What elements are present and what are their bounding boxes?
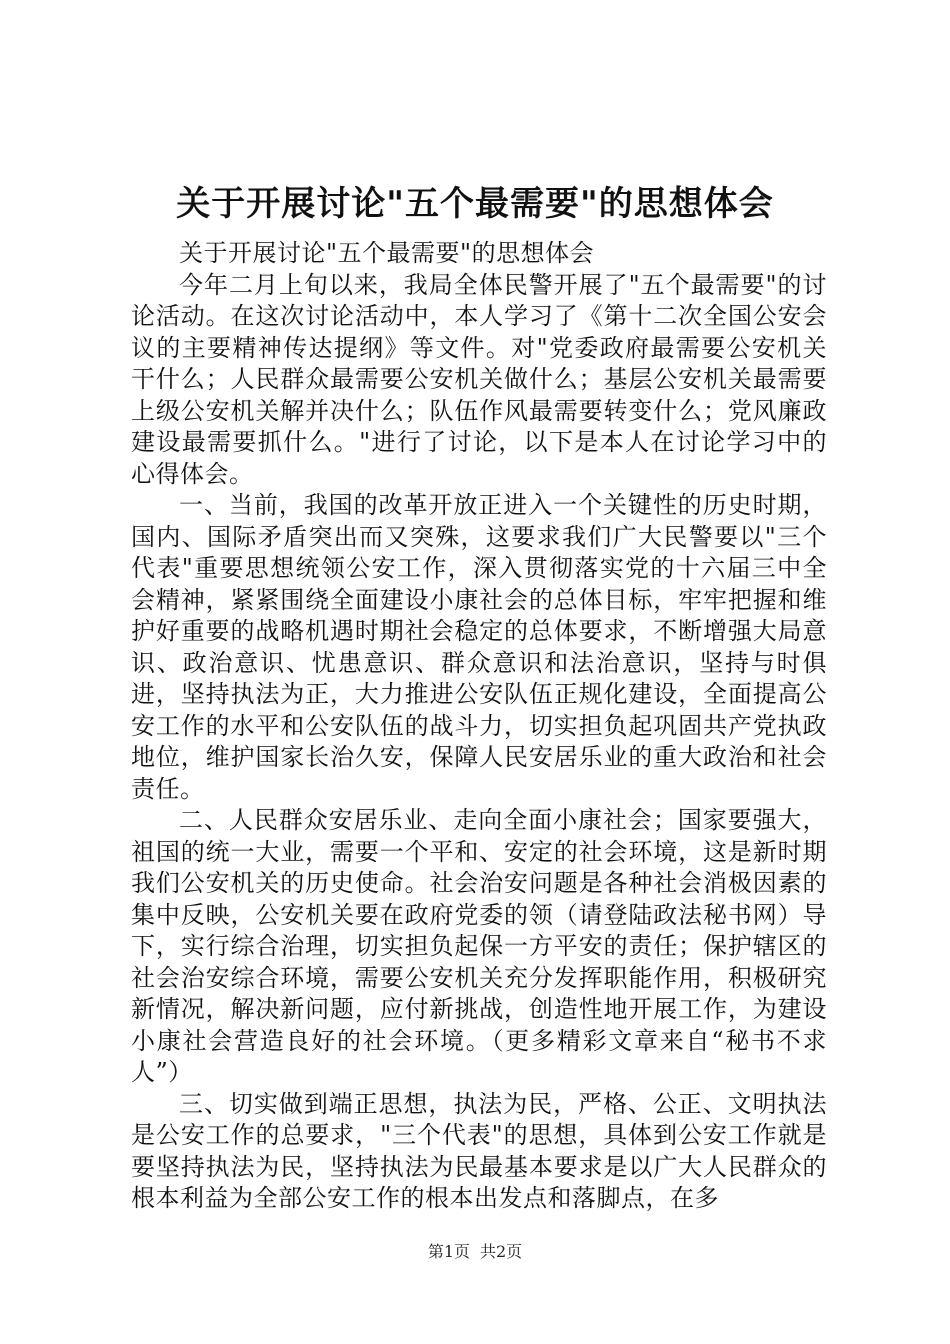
section-two-paragraph: 二、人民群众安居乐业、走向全面小康社会；国家要强大，祖国的统一大业，需要一个平和、安定的社会环境，这是新时期我们公安机关的历史使命。社会治安问题是各种社会消极因素的集中反映，公安机关要在政府党委的领（请登陆政法秘书网）导下，实行综合治理，切实担负起保一方平安的责任；保护辖区的社会治安综合环境，需要公安机关充分发挥职能作用，积极研究新情况，解决新问题，应付新挑战，创造性地开展工作，为建设小康社会营造良好的社会环境。（更多精彩文章来自“秘书不求人”）: [131, 806, 827, 1086]
document-body: [131, 238, 827, 1243]
intro-paragraph: 今年二月上旬以来，我局全体民警开展了"五个最需要"的讨论活动。在这次讨论活动中，本人学习了《第十二次全国公安会议的主要精神传达提纲》等文件。对"党委政府最需要公安机关干什么；人民群众最需要公安机关做什么；基层公安机关最需要上级公安机关解并决什么；队伍作风最需要转变什么；党风廉政建设最需要抓什么。"进行了讨论，以下是本人在讨论学习中的心得体会。: [131, 270, 827, 488]
page-number: 第1页: [427, 1242, 470, 1261]
section-three-paragraph: 三、切实做到端正思想，执法为民，严格、公正、文明执法是公安工作的总要求，"三个代表"的思想，具体到公安工作就是要坚持执法为民，坚持执法为民最基本要求是以广大人民群众的根本利益为全部公安工作的根本出发点和落脚点，在多: [131, 1089, 827, 1212]
section-one-paragraph: 一、当前，我国的改革开放正进入一个关键性的历史时期，国内、国际矛盾突出而又突殊，这要求我们广大民警要以"三个代表"重要思想统领公安工作，深入贯彻落实党的十六届三中全会精神，紧紧围绕全面建设小康社会的总体目标，牢牢把握和维护好重要的战略机遇时期社会稳定的总体要求，不断增强大局意识、政治意识、忧患意识、群众意识和法治意识，坚持与时俱进，坚持执法为正，大力推进公安队伍正规化建设，全面提高公安工作的水平和公安队伍的战斗力，切实担负起巩固共产党执政地位，维护国家长治久安，保障人民安居乐业的重大政治和社会责任。: [131, 491, 827, 803]
subtitle-paragraph: 关于开展讨论"五个最需要"的思想体会: [179, 239, 595, 267]
document-title: 关于开展讨论"五个最需要"的思想体会: [176, 184, 774, 224]
page-total: 共2页: [480, 1242, 523, 1261]
page-footer: [0, 1241, 950, 1263]
